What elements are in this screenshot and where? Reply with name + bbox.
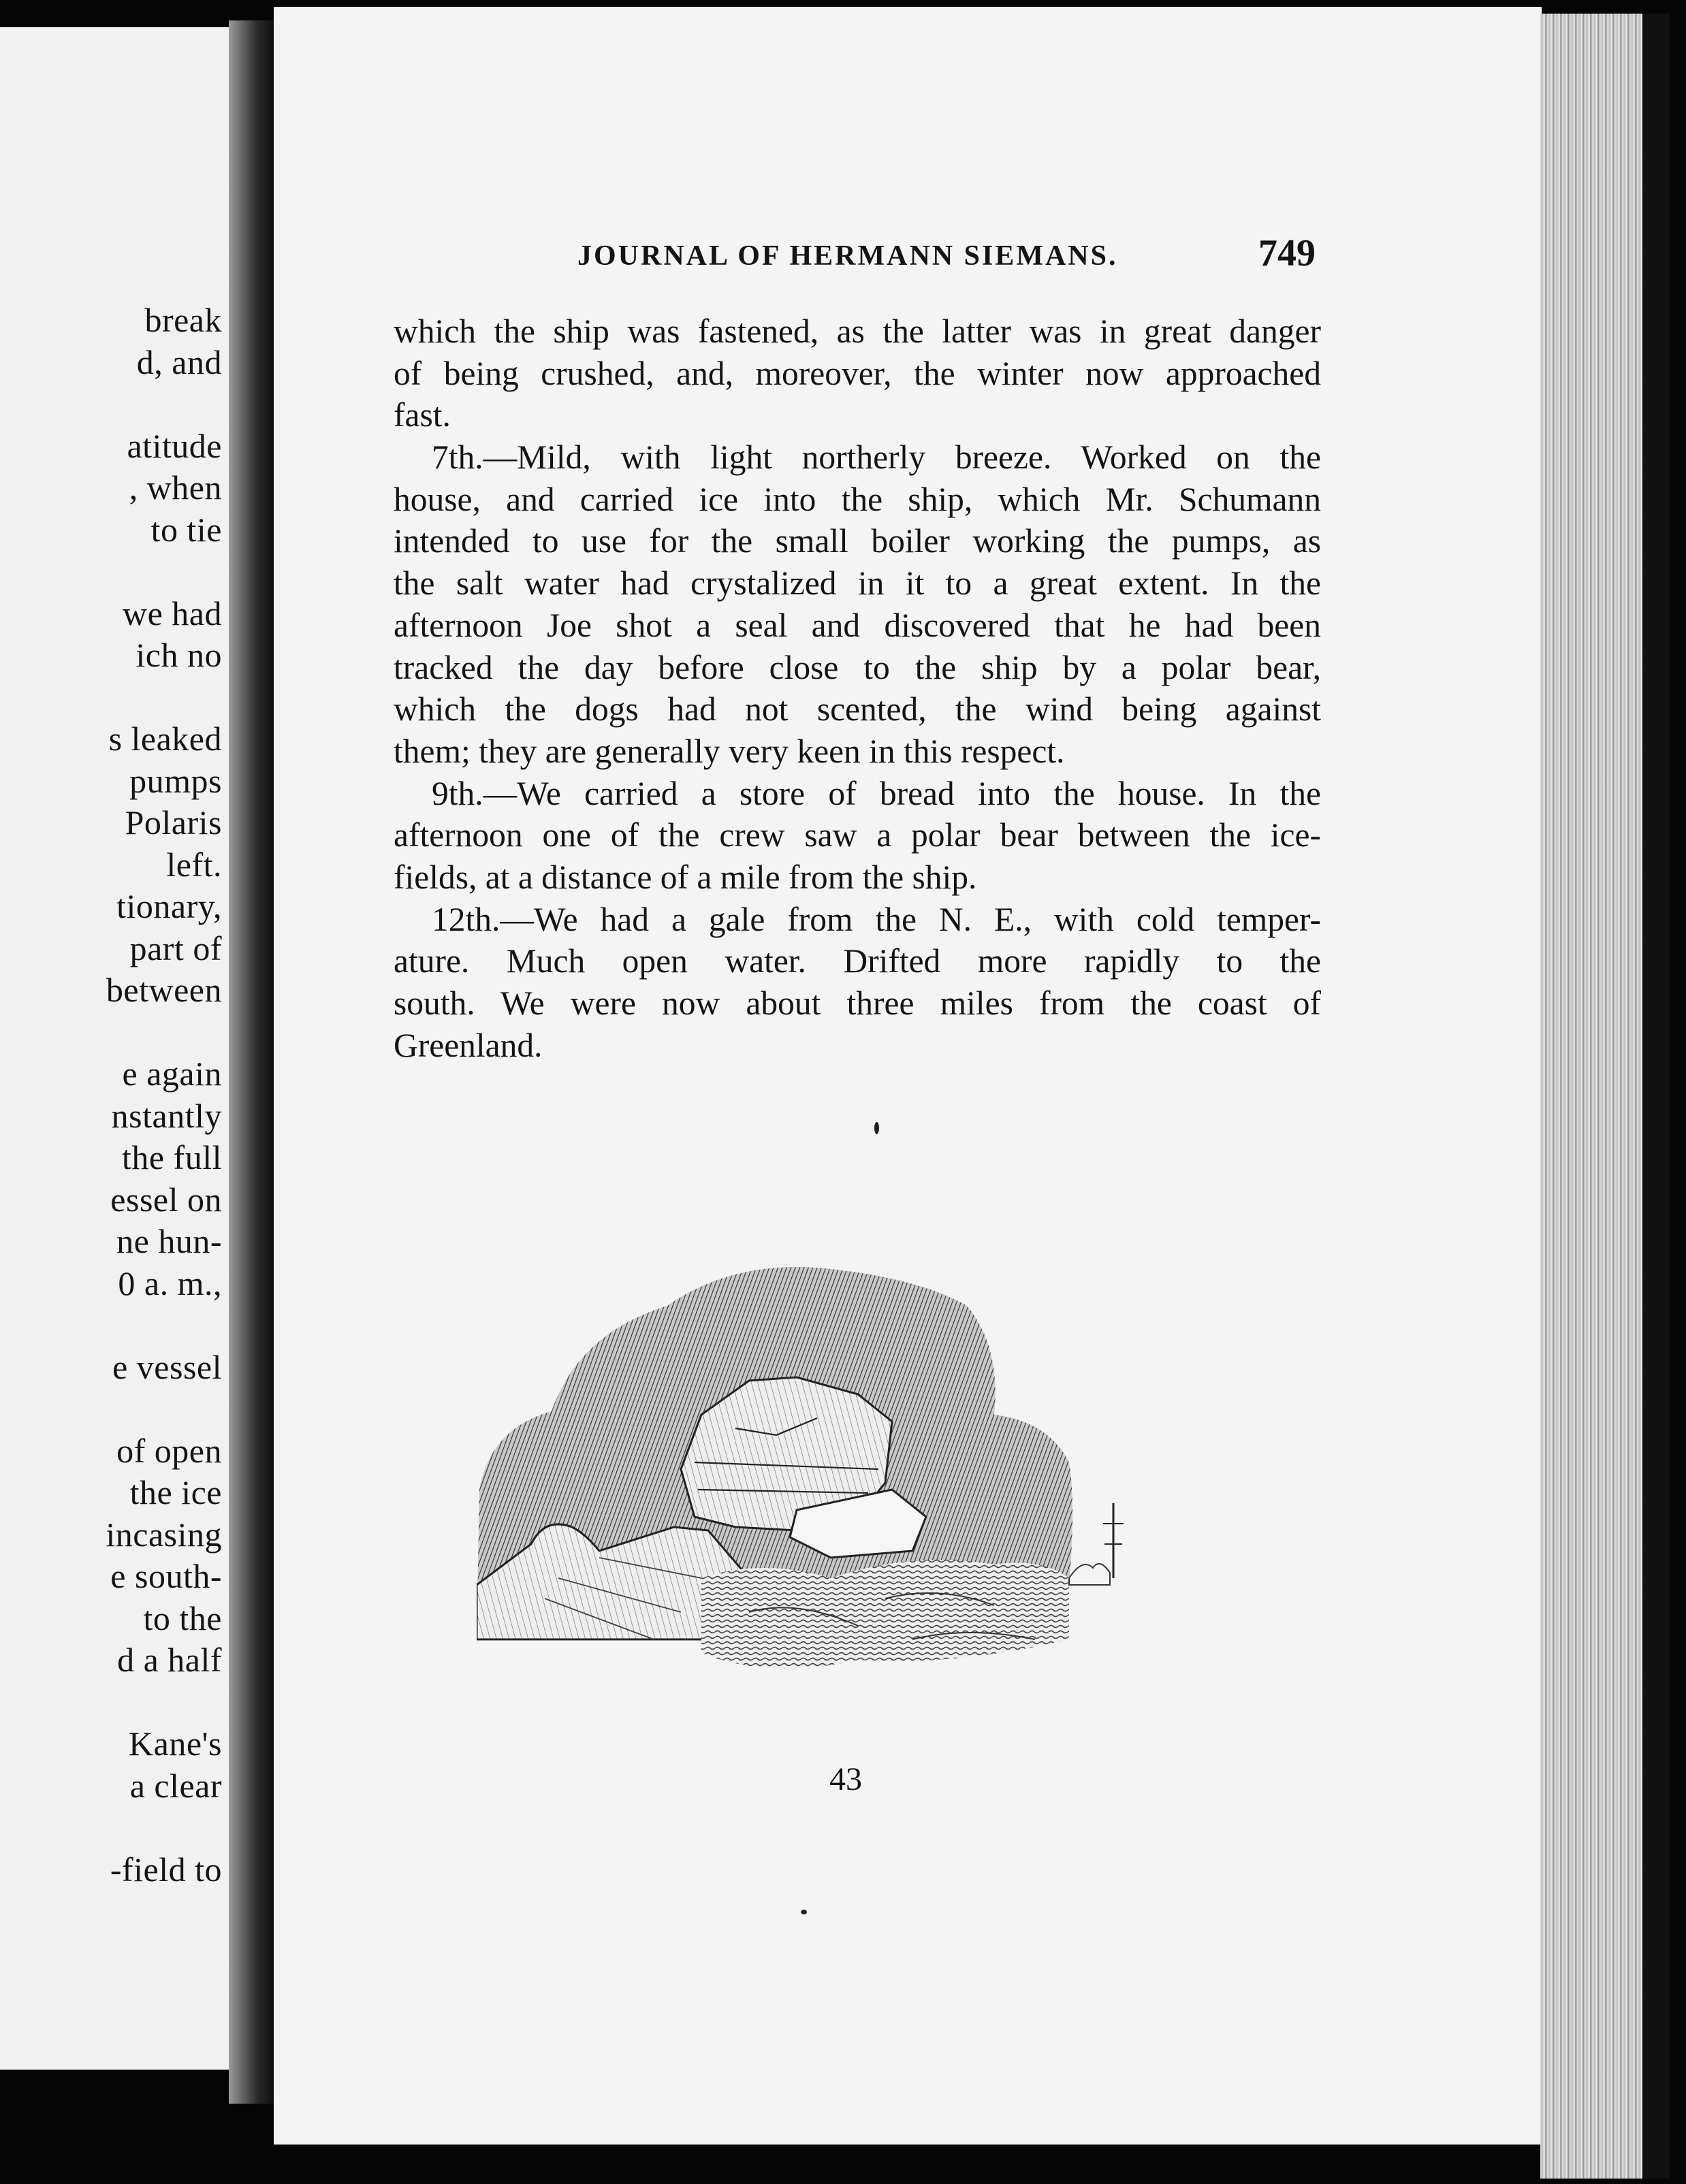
body-text [394, 310, 1321, 1066]
left-page-line: d a half [117, 1641, 222, 1679]
left-page-line: e south- [110, 1557, 222, 1595]
text-line: ature. Much open water. Drifted more rapidly to the [394, 942, 1321, 980]
entry-9th-line: 9th.—We carried a store of bread into the house. In the [432, 774, 1321, 812]
left-page-line: the full [121, 1138, 222, 1176]
left-page-line: essel on [110, 1180, 222, 1219]
left-page-line: tionary, [116, 887, 222, 925]
left-page-line: of open [116, 1431, 222, 1470]
page-edges [1540, 14, 1670, 2179]
left-page-line: to tie [150, 510, 222, 549]
left-page-line: incasing [106, 1515, 222, 1554]
text-line: Greenland. [394, 1026, 543, 1064]
text-line: afternoon Joe shot a seal and discovered that he had been [394, 606, 1321, 644]
running-head: JOURNAL OF HERMANN SIEMANS. [577, 240, 1118, 272]
left-page-line: nstantly [111, 1096, 222, 1135]
ink-speck [801, 1910, 807, 1914]
left-page-line: , when [129, 468, 222, 507]
left-page-line: we had [123, 594, 222, 632]
text-line: house, and carried ice into the ship, which Mr. Schumann [394, 480, 1321, 518]
text-line: which the ship was fastened, as the latter was in great danger [394, 312, 1321, 350]
left-page-line: part of [129, 929, 222, 967]
left-page-line: e vessel [112, 1347, 222, 1386]
left-page-line: left. [166, 845, 222, 884]
left-page-line: s leaked [108, 720, 222, 758]
left-page-line: -field to [110, 1850, 222, 1889]
text-line: afternoon one of the crew saw a polar bear between the ice- [394, 816, 1321, 854]
left-page-line: Polaris [125, 803, 222, 841]
page-number: 749 [1258, 232, 1316, 274]
iceberg-engraving [477, 1258, 1185, 1684]
text-line: fast. [394, 396, 451, 434]
entry-7th-line: 7th.—Mild, with light northerly breeze. Worked on the [432, 438, 1321, 477]
left-page-line: to the [143, 1599, 222, 1637]
left-page-line: between [106, 971, 222, 1009]
left-page-line: 0 a. m., [118, 1264, 222, 1302]
left-page-line: ich no [136, 636, 222, 674]
text-line: them; they are generally very keen in this respect. [394, 732, 1065, 770]
left-page-line: a clear [129, 1766, 222, 1805]
left-page-line: atitude [127, 426, 222, 465]
left-page-line: break [144, 301, 222, 339]
signature-mark: 43 [829, 1761, 862, 1797]
text-line: south. We were now about three miles from the coast of [394, 984, 1321, 1022]
text-line: fields, at a distance of a mile from the ship. [394, 858, 977, 896]
left-page-line: ne hun- [116, 1222, 222, 1260]
text-line: which the dogs had not scented, the wind being against [394, 690, 1321, 728]
text-line: tracked the day before close to the ship by a polar bear, [394, 648, 1321, 686]
left-page-line: pumps [129, 761, 222, 800]
ink-speck [874, 1122, 879, 1134]
left-page-line: d, and [136, 342, 222, 381]
text-line: intended to use for the small boiler working the pumps, as [394, 522, 1321, 560]
text-line: the salt water had crystalized in it to a great extent. In the [394, 564, 1321, 603]
sea [701, 1560, 1069, 1669]
left-page-line: Kane's [129, 1724, 222, 1763]
small-floe [1069, 1564, 1110, 1585]
left-facing-page [0, 27, 230, 2070]
left-page-line: the ice [129, 1473, 222, 1511]
book-gutter [229, 20, 276, 2104]
entry-12th-line: 12th.—We had a gale from the N. E., with cold temper- [432, 900, 1321, 938]
text-line: of being crushed, and, moreover, the winter now approached [394, 354, 1321, 392]
left-page-line: e again [122, 1055, 222, 1093]
